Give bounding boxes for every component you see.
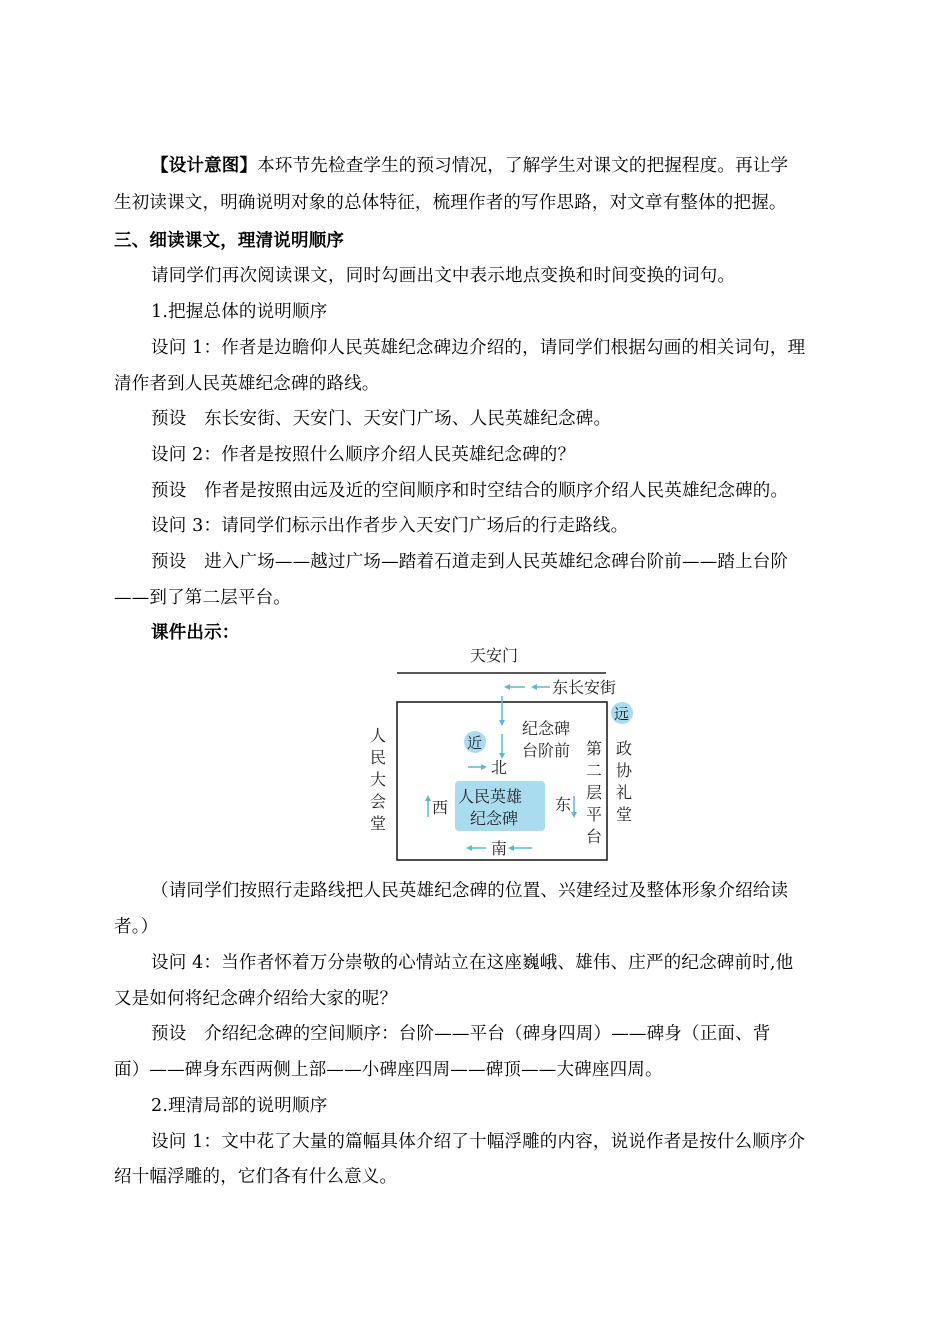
question-1-line-1: 设问 1：作者是边瞻仰人民英雄纪念碑边介绍的，请同学们根据勾画的相关词句，理 — [151, 338, 806, 358]
note-line-1: （请同学们按照行走路线把人民英雄纪念碑的位置、兴建经过及整体形象介绍给读 — [151, 881, 789, 901]
label-east: 东 — [555, 795, 572, 814]
label-renmin-5: 堂 — [370, 814, 387, 833]
question-5-line-1: 设问 1：文中花了大量的篇幅具体介绍了十幅浮雕的内容，说说作者是按什么顺序介 — [151, 1132, 806, 1152]
courseware-label: 课件出示： — [151, 623, 240, 643]
label-second-platform-1: 第 — [586, 739, 603, 758]
label-zhengxie-3: 礼 — [616, 783, 633, 802]
label-second-platform-4: 平 — [586, 805, 603, 824]
label-renmin-1: 人 — [370, 726, 387, 745]
label-yuan: 远 — [614, 705, 630, 723]
note-line-2: 者。） — [114, 917, 159, 937]
label-zhengxie-4: 堂 — [616, 805, 633, 824]
answer-3-line-1: 预设 进入广场——越过广场—踏着石道走到人民英雄纪念碑台阶前——踏上台阶 — [151, 552, 789, 572]
label-north: 北 — [491, 758, 508, 777]
label-zhengxie-2: 协 — [616, 761, 633, 780]
section-heading-3: 三、细读课文，理清说明顺序 — [114, 231, 345, 251]
question-2: 设问 2：作者是按照什么顺序介绍人民英雄纪念碑的？ — [151, 445, 576, 465]
answer-2: 预设 作者是按照由远及近的空间顺序和时空结合的顺序介绍人民英雄纪念碑的。 — [151, 481, 789, 501]
arrow-head — [504, 684, 510, 690]
subheading-local-order: 2.理清局部的说明顺序 — [151, 1096, 328, 1116]
subheading-overall-order: 1.把握总体的说明顺序 — [151, 302, 328, 322]
label-tiananmen: 天安门 — [470, 646, 519, 665]
arrow-head — [481, 764, 487, 770]
paragraph-reread: 请同学们再次阅读课文，同时勾画出文中表示地点变换和时间变换的词句。 — [151, 266, 736, 286]
label-renmin-2: 民 — [370, 748, 387, 767]
design-intent-line-2: 生初读课文，明确说明对象的总体特征，梳理作者的写作思路，对文章有整体的把握。 — [114, 193, 787, 213]
label-monument-1: 人民英雄 — [458, 787, 523, 806]
answer-1: 预设 东长安街、天安门、天安门广场、人民英雄纪念碑。 — [151, 409, 612, 429]
question-1-line-2: 清作者到人民英雄纪念碑的路线。 — [114, 374, 380, 394]
arrow-head — [425, 795, 431, 801]
question-3: 设问 3：请同学们标示出作者步入天安门广场后的行走路线。 — [151, 516, 629, 536]
label-renmin-3: 大 — [370, 770, 387, 789]
design-intent-text: 本环节先检查学生的预习情况，了解学生对课文的把握程度。再让学 — [257, 156, 789, 176]
label-second-platform-3: 层 — [586, 783, 603, 802]
label-jinian-tai-1: 纪念碑 — [522, 719, 571, 738]
arrow-head — [531, 684, 537, 690]
label-zhengxie-1: 政 — [616, 739, 633, 758]
label-south: 南 — [491, 839, 508, 858]
answer-3-line-2: ——到了第二层平台。 — [114, 588, 291, 608]
label-jinian-tai-2: 台阶前 — [522, 741, 571, 760]
question-4-line-1: 设问 4：当作者怀着万分崇敬的心情站立在这座巍峨、雄伟、庄严的纪念碑前时,他 — [151, 953, 794, 973]
label-second-platform-5: 台 — [586, 827, 603, 846]
label-west: 西 — [432, 798, 449, 817]
arrow-head — [508, 845, 514, 851]
arrow-head — [466, 845, 472, 851]
arrow-head — [571, 812, 577, 818]
label-monument-2: 纪念碑 — [470, 809, 519, 828]
answer-4-line-1: 预设 介绍纪念碑的空间顺序：台阶——平台（碑身四周）——碑身（正面、背 — [151, 1024, 771, 1044]
arrow-head — [499, 720, 505, 726]
design-intent-label: 【设计意图】 — [151, 156, 258, 176]
label-dong-changan-jie: 东长安街 — [552, 678, 617, 697]
answer-4-line-2: 面）——碑身东西两侧上部——小碑座四周——碑顶——大碑座四周。 — [114, 1060, 663, 1080]
question-5-line-2: 绍十幅浮雕的，它们各有什么意义。 — [114, 1167, 398, 1187]
label-renmin-4: 会 — [370, 792, 387, 811]
question-4-line-2: 又是如何将纪念碑介绍给大家的呢？ — [114, 989, 398, 1009]
label-jin: 近 — [467, 734, 483, 752]
route-diagram — [360, 636, 650, 868]
label-second-platform-2: 二 — [586, 761, 603, 780]
design-intent-line-1 — [151, 154, 893, 178]
